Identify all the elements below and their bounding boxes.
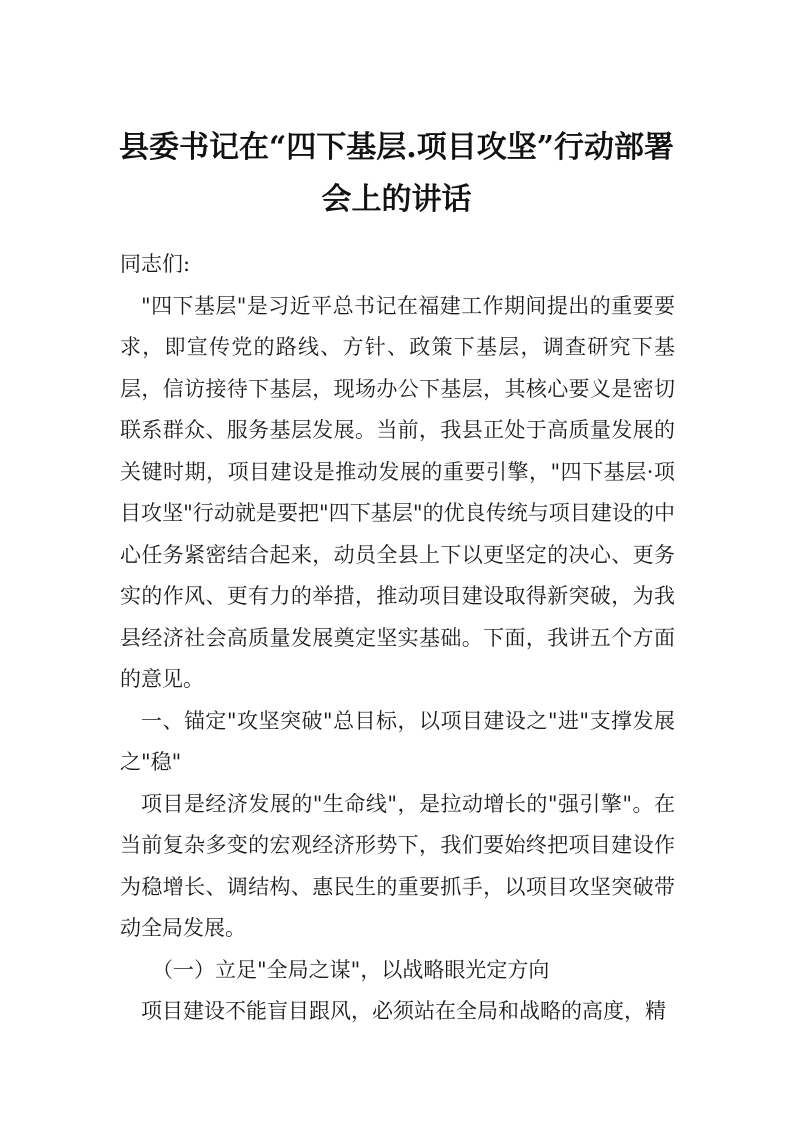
subsection-heading-1: （一）立足"全局之谋"，以战略眼光定方向 xyxy=(152,957,550,982)
title-line-2: 会上的讲话 xyxy=(321,182,472,217)
section-heading-1: 一、锚定"攻坚突破"总目标，以项目建设之"进"支撑发展之"稳" xyxy=(120,708,675,774)
paragraph-section-1: 项目是经济发展的"生命线"，是拉动增长的"强引擎"。在当前复杂多变的宏观经济形势下，我们要始终把项目建设作为稳增长、调结构、惠民生的重要抓手，以项目攻坚突破带动全局发展。 xyxy=(120,791,675,940)
document-body xyxy=(120,244,675,1033)
greeting: 同志们: xyxy=(120,252,191,276)
paragraph-subsection-1: 项目建设不能盲目跟风，必须站在全局和战略的高度，精 xyxy=(141,999,666,1023)
title-line-1: 县委书记在“四下基层.项目攻坚”行动部署 xyxy=(119,130,674,165)
paragraph-intro: "四下基层"是习近平总书记在福建工作期间提出的重要要求，即宣传党的路线、方针、政策下基层，调查研究下基层，信访接待下基层，现场办公下基层，其核心要义是密切联系群众、服务基层发展。当前，我县正处于高质量发展的关键时期，项目建设是推动发展的重要引擎，"四下基层·项目攻坚"行动就是要把"四下基层"的优良传统与项目建设的中心任务紧密结合起来，动员全县上下以更坚定的决心、更务实的作风、更有力的举措，推动项目建设取得新突破，为我县经济社会高质量发展奠定坚实基础。下面，我讲五个方面的意见。 xyxy=(120,293,675,691)
document-title xyxy=(100,122,693,226)
